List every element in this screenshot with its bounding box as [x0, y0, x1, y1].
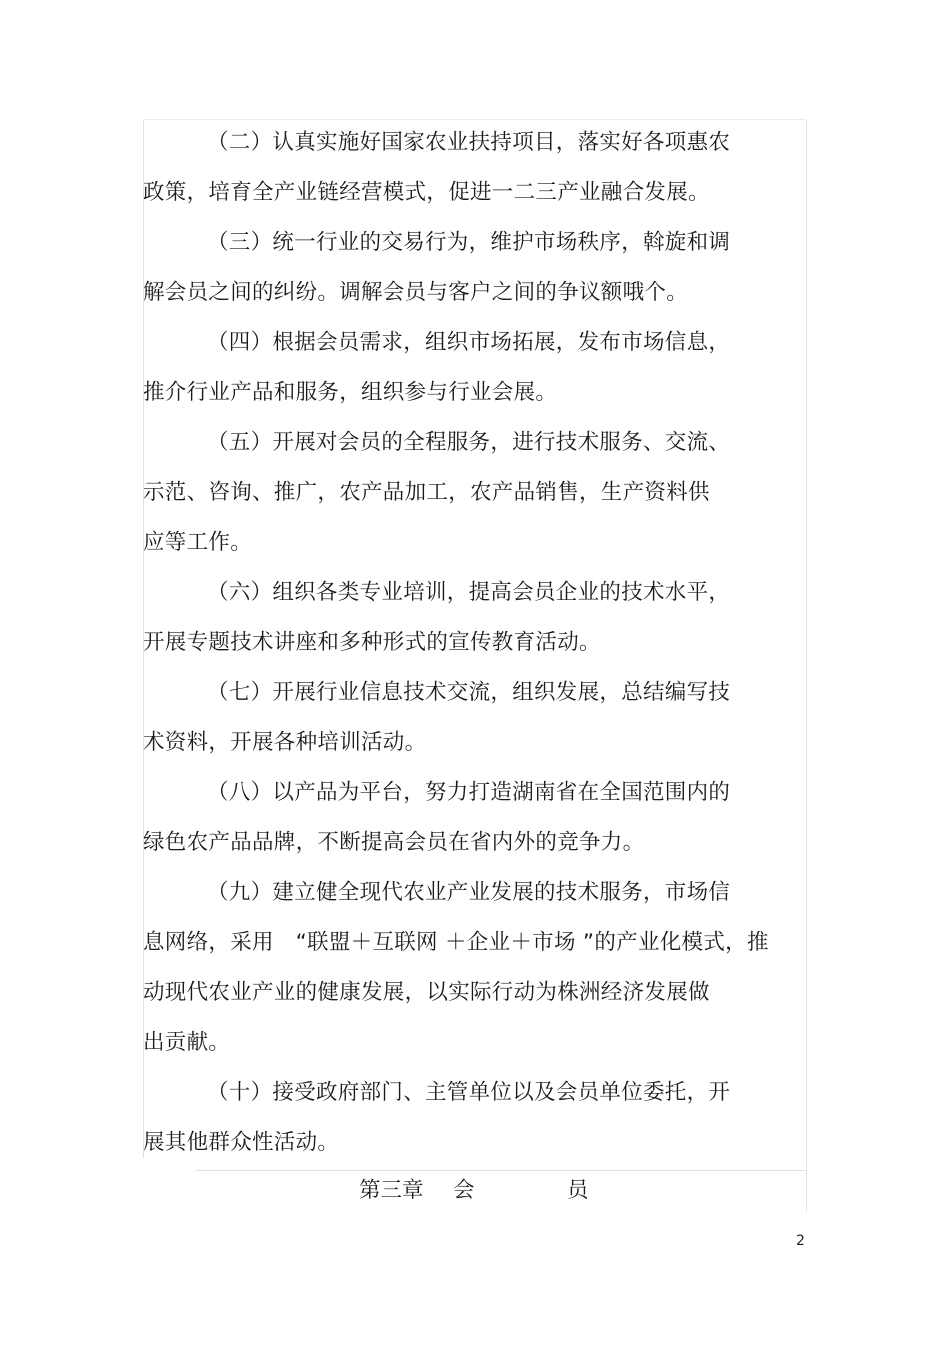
text-line: 术资料，开展各种培训活动。 — [143, 730, 427, 755]
text-line: 解会员之间的纠纷。调解会员与客户之间的争议额哦个。 — [143, 280, 689, 305]
text-line: （八）以产品为平台，努力打造湖南省在全国范围内的 — [207, 780, 731, 805]
text-line: 展其他群众性活动。 — [143, 1130, 340, 1155]
text-line: （五）开展对会员的全程服务，进行技术服务、交流、 — [207, 430, 731, 455]
chapter-label: 第三章 — [359, 1178, 424, 1203]
chapter-title-second: 员 — [567, 1178, 589, 1203]
text-line: 政策，培育全产业链经营模式，促进一二三产业融合发展。 — [143, 180, 710, 205]
document-body — [143, 118, 793, 1168]
text-line: （二）认真实施好国家农业扶持项目，落实好各项惠农 — [207, 130, 731, 155]
text-line: 推介行业产品和服务，组织参与行业会展。 — [143, 380, 558, 405]
text-line: 出贡献。 — [143, 1030, 231, 1055]
page-number: 2 — [796, 1233, 805, 1249]
text-line: （十）接受政府部门、主管单位以及会员单位委托，开 — [207, 1080, 731, 1105]
chapter-title-first: 会 — [453, 1178, 475, 1203]
text-line: （七）开展行业信息技术交流，组织发展，总结编写技 — [207, 680, 731, 705]
text-line: 应等工作。 — [143, 530, 253, 555]
text-line: （九）建立健全现代农业产业发展的技术服务，市场信 — [207, 880, 731, 905]
text-line: 开展专题技术讲座和多种形式的宣传教育活动。 — [143, 630, 601, 655]
text-line: 示范、咨询、推广，农产品加工，农产品销售，生产资料供 — [143, 480, 710, 505]
text-line: 动现代农业产业的健康发展，以实际行动为株洲经济发展做 — [143, 980, 710, 1005]
page-frame-right — [806, 120, 807, 1212]
chapter-heading — [195, 1170, 806, 1212]
text-line: 绿色农产品品牌，不断提高会员在省内外的竞争力。 — [143, 830, 645, 855]
text-line: （六）组织各类专业培训，提高会员企业的技术水平， — [207, 580, 731, 605]
text-line: （四）根据会员需求，组织市场拓展，发布市场信息， — [207, 330, 731, 355]
text-line: （三）统一行业的交易行为，维护市场秩序，斡旋和调 — [207, 230, 731, 255]
text-line: 息网络，采用 “联盟＋互联网 ＋企业＋市场 ”的产业化模式，推 — [143, 930, 769, 955]
